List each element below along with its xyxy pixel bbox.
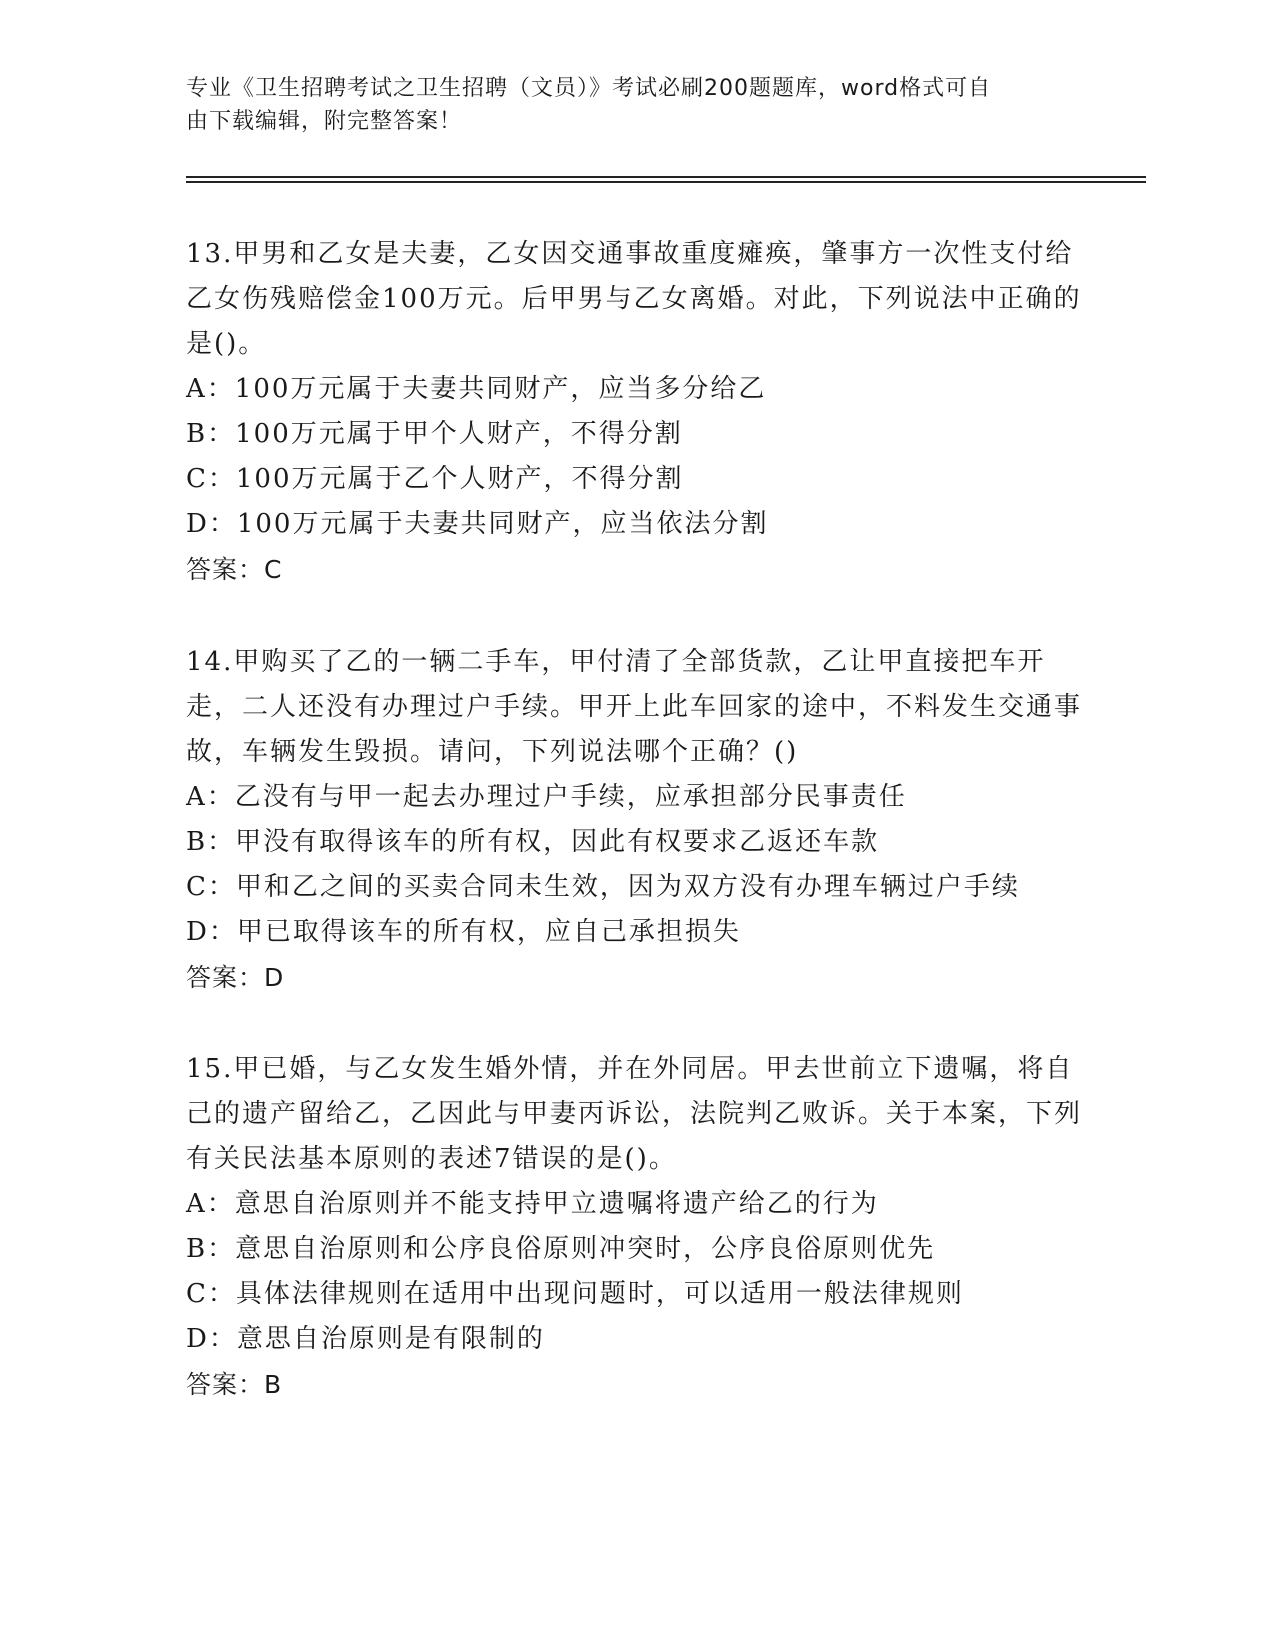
question-stem: 14.甲购买了乙的一辆二手车，甲付清了全部货款，乙让甲直接把车开走，二人还没有办理过户手续。甲开上此车回家的途中，不料发生交通事故，车辆发生毁损。请问，下列说法哪个正确？() [186,647,1083,767]
question-answer: 答案：B [186,1370,283,1399]
option-d: D：意思自治原则是有限制的 [186,1324,545,1354]
option-a: A：100万元属于夫妻共同财产，应当多分给乙 [186,374,767,404]
option-b: B：甲没有取得该车的所有权，因此有权要求乙返还车款 [186,827,880,857]
option-b: B：意思自治原则和公序良俗原则冲突时，公序良俗原则优先 [186,1234,936,1264]
option-d: D：100万元属于夫妻共同财产，应当依法分割 [186,509,769,539]
question-answer: 答案：C [186,555,283,584]
option-c: C：100万元属于乙个人财产，不得分割 [186,464,684,494]
option-c: C：甲和乙之间的买卖合同未生效，因为双方没有办理车辆过户手续 [186,872,1020,902]
option-c: C：具体法律规则在适用中出现问题时，可以适用一般法律规则 [186,1279,964,1309]
question-stem: 15.甲已婚，与乙女发生婚外情，并在外同居。甲去世前立下遗嘱，将自己的遗产留给乙，乙因此与甲妻丙诉讼，法院判乙败诉。关于本案，下列有关民法基本原则的表述7错误的是()。 [186,1054,1083,1174]
question-stem: 13.甲男和乙女是夫妻，乙女因交通事故重度瘫痪，肇事方一次性支付给乙女伤残赔偿金100万元。后甲男与乙女离婚。对此，下列说法中正确的是()。 [186,239,1082,359]
document-header [186,72,1066,138]
option-a: A：意思自治原则并不能支持甲立遗嘱将遗产给乙的行为 [186,1189,879,1219]
question-15 [186,1047,1086,1407]
option-b: B：100万元属于甲个人财产，不得分割 [186,419,683,449]
question-answer: 答案：D [186,963,285,992]
question-13 [186,232,1086,592]
header-line-1: 专业《卫生招聘考试之卫生招聘（文员）》考试必刷200题题库，word格式可自 [186,76,992,101]
header-line-2: 由下载编辑，附完整答案！ [186,109,463,134]
question-14 [186,640,1086,1000]
header-divider-top [186,176,1146,178]
header-divider-bottom [186,181,1146,183]
option-d: D：甲已取得该车的所有权，应自己承担损失 [186,917,741,947]
option-a: A：乙没有与甲一起去办理过户手续，应承担部分民事责任 [186,782,907,812]
